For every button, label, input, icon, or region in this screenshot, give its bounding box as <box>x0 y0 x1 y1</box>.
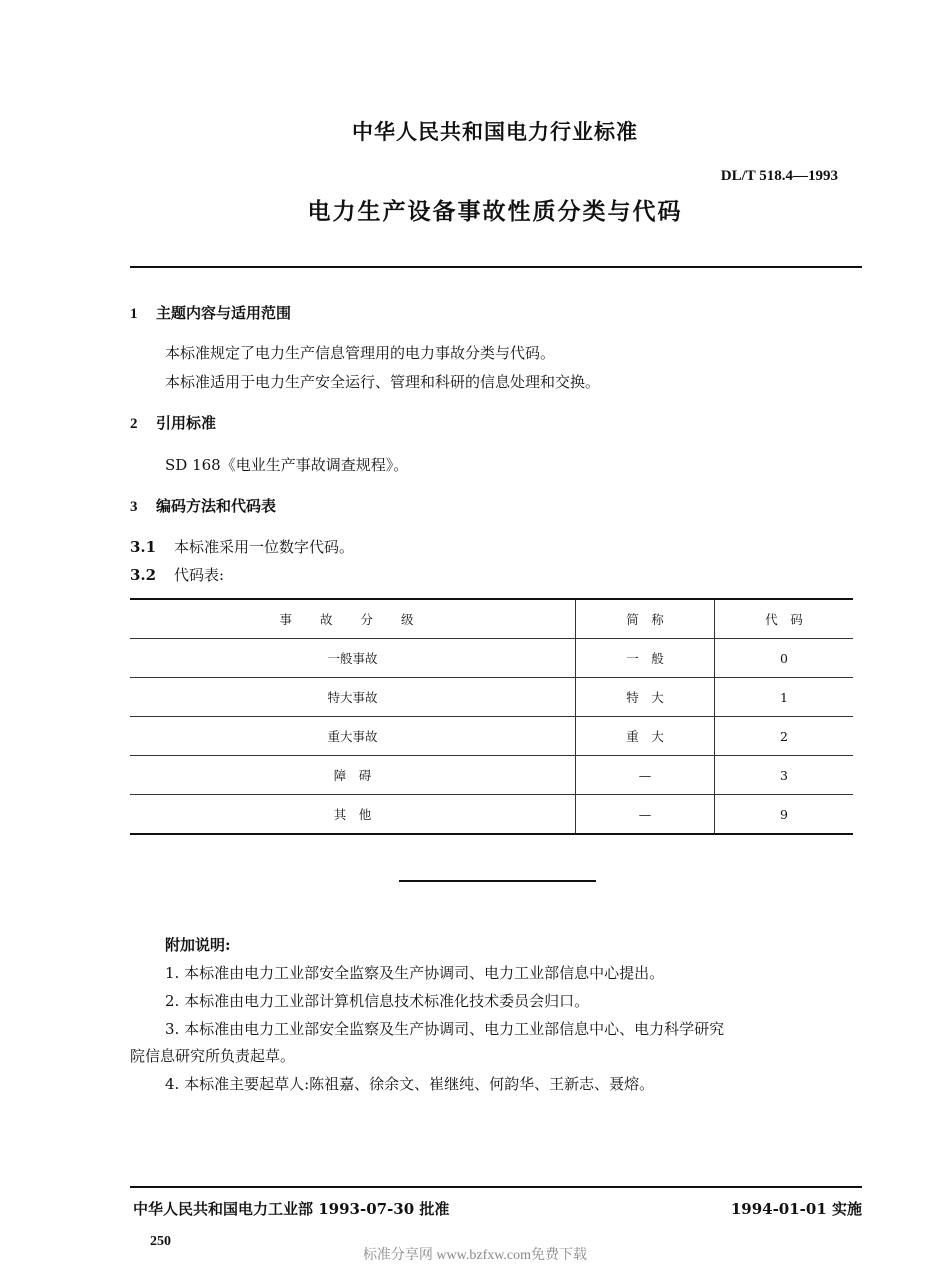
cell-abbr: — <box>576 795 715 835</box>
cell-abbr: — <box>576 756 715 795</box>
cell-abbr: 一 般 <box>576 639 715 678</box>
table-row <box>130 756 853 795</box>
effective-date: 1994-01-01 实施 <box>730 1200 862 1218</box>
subsection-3-2 <box>130 564 224 585</box>
cell-code: 9 <box>780 806 788 822</box>
note-3-line-2: 院信息研究所负责起草。 <box>130 1047 296 1065</box>
cell-level: 重大事故 <box>130 717 576 756</box>
table-row <box>130 795 853 835</box>
header-abbreviation: 简 称 <box>576 599 715 639</box>
section-3-title: 编码方法和代码表 <box>156 497 277 515</box>
standard-number: DL/T 518.4—1993 <box>720 168 838 184</box>
section-2-heading <box>130 412 216 433</box>
watermark: 标准分享网 www.bzfxw.com免费下载 <box>362 1248 588 1263</box>
table-row <box>130 639 853 678</box>
code-table <box>130 598 853 835</box>
cell-abbr: 特 大 <box>576 678 715 717</box>
cell-level: 特大事故 <box>130 678 576 717</box>
section-2-title: 引用标准 <box>156 414 217 432</box>
cell-level: 其 他 <box>130 795 576 835</box>
approval-line: 中华人民共和国电力工业部 1993-07-30 批准 <box>133 1200 450 1218</box>
note-3-line-1: 3. 本标准由电力工业部安全监察及生产协调司、电力工业部信息中心、电力科学研究 <box>165 1020 725 1038</box>
section-1-heading <box>130 302 291 323</box>
document-title: 电力生产设备事故性质分类与代码 <box>307 198 683 225</box>
table-row <box>130 678 853 717</box>
subsection-3-1-text: 本标准采用一位数字代码。 <box>174 538 355 556</box>
section-1-paragraph-1: 本标准规定了电力生产信息管理用的电力事故分类与代码。 <box>165 344 556 362</box>
cell-level: 障 碍 <box>130 756 576 795</box>
notes-title: 附加说明: <box>165 936 231 954</box>
cell-code: 2 <box>780 728 788 744</box>
header-divider <box>130 266 862 268</box>
subsection-3-2-number: 3.2 <box>130 566 157 584</box>
note-4: 4. 本标准主要起草人:陈祖嘉、徐余文、崔继纯、何韵华、王新志、聂熔。 <box>165 1075 655 1093</box>
section-3-number: 3 <box>130 499 138 515</box>
subsection-3-1 <box>130 536 354 557</box>
subsection-3-1-number: 3.1 <box>130 538 157 556</box>
table-header-row <box>130 599 853 639</box>
footer-divider <box>130 1186 862 1188</box>
header-accident-level: 事 故 分 级 <box>130 599 576 639</box>
page-number: 250 <box>150 1234 171 1249</box>
cell-code: 0 <box>780 650 788 666</box>
cell-code: 3 <box>780 767 788 783</box>
org-title: 中华人民共和国电力行业标准 <box>352 119 638 144</box>
section-2-paragraph-1: SD 168《电业生产事故调查规程》。 <box>165 456 409 474</box>
section-3-heading <box>130 495 276 516</box>
section-1-number: 1 <box>130 306 138 322</box>
cell-code: 1 <box>780 689 788 705</box>
end-divider <box>399 880 596 882</box>
section-1-paragraph-2: 本标准适用于电力生产安全运行、管理和科研的信息处理和交换。 <box>165 373 601 391</box>
section-2-number: 2 <box>130 416 138 432</box>
note-2: 2. 本标准由电力工业部计算机信息技术标准化技术委员会归口。 <box>165 992 590 1010</box>
section-1-title: 主题内容与适用范围 <box>156 304 292 322</box>
subsection-3-2-text: 代码表: <box>174 566 225 584</box>
header-code: 代 码 <box>765 612 803 627</box>
cell-abbr: 重 大 <box>576 717 715 756</box>
table-row <box>130 717 853 756</box>
note-1: 1. 本标准由电力工业部安全监察及生产协调司、电力工业部信息中心提出。 <box>165 964 665 982</box>
cell-level: 一般事故 <box>130 639 576 678</box>
